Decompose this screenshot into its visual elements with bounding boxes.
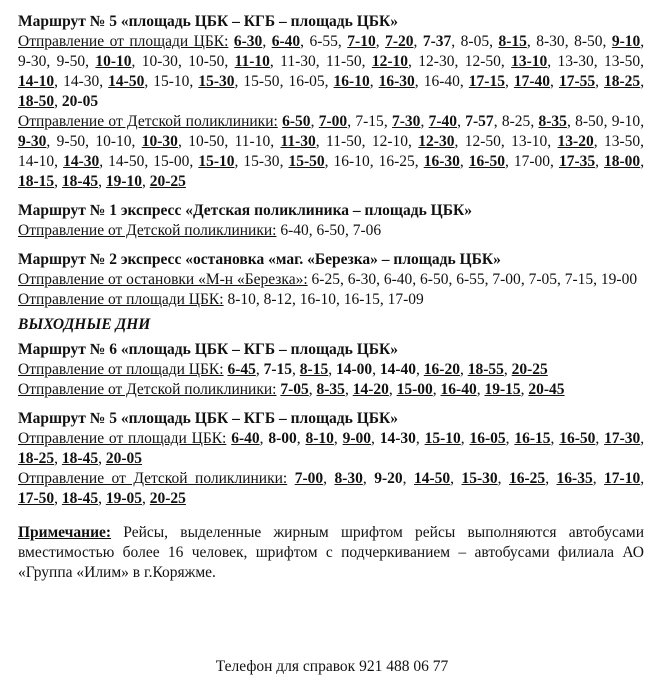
route-title: Маршрут № 2 экспресс «остановка «маг. «Березка» – площадь ЦБК»: [18, 251, 501, 268]
departure-time: 19-00: [600, 271, 638, 288]
departure-time: 7-05: [280, 381, 309, 398]
departure-schedule: Отправление от Детской поликлиники: 7-05, 8-35, 14-20, 15-00, 16-40, 19-15, 20-45: [18, 381, 565, 398]
departure-time: 18-25: [18, 450, 55, 467]
departure-time: 17-30: [604, 430, 641, 447]
departure-time: 14-20: [352, 381, 389, 398]
departure-schedule: Отправление от площади ЦБК: 8-10, 8-12, 16-10, 16-15, 17-09: [18, 291, 424, 308]
departure-time: 15-00: [153, 153, 190, 170]
departure-time: 20-25: [511, 361, 548, 378]
departure-time: 16-15: [343, 291, 380, 308]
departure-time: 9-20: [374, 470, 403, 487]
departure-time: 17-10: [604, 470, 641, 487]
departure-time: 6-25: [311, 271, 340, 288]
departure-label: Отправление от площади ЦБК:: [18, 33, 229, 50]
departure-time: 16-25: [378, 153, 415, 170]
departure-time: 8-15: [299, 361, 329, 378]
departure-time: 18-45: [61, 450, 99, 467]
departure-time: 7-00: [318, 113, 348, 130]
departure-time: 14-30: [63, 153, 100, 170]
departure-time: 13-50: [603, 133, 641, 150]
departure-time: 7-06: [352, 222, 382, 239]
departure-time: 7-05: [528, 271, 557, 288]
departure-time: 16-05: [469, 430, 506, 447]
departure-time: 8-10: [227, 291, 256, 308]
departure-time: 10-50: [188, 133, 225, 150]
departure-time: 14-10: [18, 73, 55, 90]
departure-time: 14-50: [108, 153, 145, 170]
departure-time: 7-15: [564, 271, 594, 288]
departure-time: 7-15: [263, 361, 293, 378]
route-block: [18, 250, 644, 310]
departure-time: 9-00: [342, 430, 371, 447]
departure-time: 16-10: [333, 73, 370, 90]
departure-time: 9-30: [18, 133, 47, 150]
departure-time: 6-30: [233, 33, 263, 50]
departure-time: 9-30: [18, 53, 47, 70]
departure-time: 12-10: [371, 133, 409, 150]
departure-time: 6-50: [282, 113, 311, 130]
departure-time: 16-30: [423, 153, 460, 170]
departure-time: 10-10: [95, 133, 132, 150]
departure-time: 20-25: [149, 490, 186, 507]
departure-time: 8-30: [536, 33, 565, 50]
departure-time: 7-10: [347, 33, 376, 50]
departure-time: 16-05: [288, 73, 325, 90]
departure-schedule: Отправление от остановки «М-н «Березка»: 6-25, 6-30, 6-40, 6-50, 6-55, 7-00, 7-05, 7-15, 19-00: [18, 271, 638, 288]
route-block: [18, 340, 644, 400]
departure-time: 8-30: [334, 470, 363, 487]
departure-time: 18-55: [467, 361, 504, 378]
route-block: [18, 201, 644, 241]
departure-time: 6-30: [347, 271, 377, 288]
departure-time: 9-50: [56, 53, 86, 70]
departure-time: 16-10: [333, 153, 370, 170]
departure-time: 8-35: [316, 381, 345, 398]
departure-time: 10-10: [95, 53, 132, 70]
departure-time: 15-10: [424, 430, 461, 447]
departure-time: 17-55: [558, 73, 596, 90]
departure-time: 19-05: [105, 490, 143, 507]
departure-time: 14-30: [379, 430, 416, 447]
departure-time: 8-00: [268, 430, 297, 447]
departure-time: 20-05: [61, 93, 99, 110]
departure-time: 13-10: [511, 133, 548, 150]
departure-time: 12-50: [464, 133, 501, 150]
departure-time: 14-40: [379, 361, 417, 378]
departure-time: 6-40: [271, 33, 301, 50]
departure-time: 20-45: [528, 381, 565, 398]
departure-schedule: Отправление от Детской поликлиники: 6-40, 6-50, 7-06: [18, 222, 382, 239]
departure-schedule: Отправление от Детской поликлиники: 6-50, 7-00, 7-15, 7-30, 7-40, 7-57, 8-25, 8-35, 8-50, 9-10, 9-30, 9-50, 10-10, 10-30, 10-50, 11-10, 11-30, 11-50, 12-10, 12-30, 12-50, 13-10, 13-20, 13-50, 14-10, 14-30, 14-50, 15-00, 15-10, 15-30, 15-50, 16-10, 16-25, 16-30, 16-50, 17-00, 17-35, 18-00, 18-15, 18-45, 19-10, 20-25: [18, 113, 645, 190]
departure-label: Отправление от Детской поликлиники:: [18, 381, 277, 398]
departure-time: 17-09: [387, 291, 424, 308]
departure-time: 8-35: [538, 113, 567, 130]
weekend-schedules: [18, 340, 644, 509]
departure-time: 7-37: [422, 33, 452, 50]
departure-time: 13-10: [511, 53, 548, 70]
route-block: [18, 409, 644, 509]
departure-schedule: Отправление от Детской поликлиники: 7-00, 8-30, 9-20, 14-50, 15-30, 16-25, 16-35, 17-10, 17-50, 18-45, 19-05, 20-25: [18, 470, 645, 507]
departure-time: 14-50: [413, 470, 451, 487]
departure-time: 10-50: [188, 53, 225, 70]
departure-time: 7-15: [355, 113, 384, 130]
departure-time: 8-15: [498, 33, 527, 50]
departure-time: 16-40: [440, 381, 477, 398]
departure-time: 6-55: [309, 33, 338, 50]
departure-time: 18-15: [18, 173, 55, 190]
help-phone: Телефон для справок 921 488 06 77: [215, 658, 449, 675]
departure-time: 13-50: [603, 53, 641, 70]
weekend-heading: ВЫХОДНЫЕ ДНИ: [18, 316, 151, 333]
departure-time: 13-30: [557, 53, 594, 70]
departure-time: 16-40: [423, 73, 460, 90]
departure-time: 7-30: [392, 113, 421, 130]
footnote-text: Рейсы, выделенные жирным шрифтом рейсы выполняются автобусами вместимостью более 16 человек, шрифтом с подчеркиванием – автобусами филиала АО «Группа «Илим» в г.Коряжме.: [18, 524, 644, 581]
route-title: Маршрут № 5 «площадь ЦБК – КГБ – площадь ЦБК»: [18, 13, 398, 30]
departure-time: 20-25: [149, 173, 186, 190]
departure-time: 19-15: [484, 381, 521, 398]
footnote: [18, 523, 644, 583]
departure-time: 17-00: [513, 153, 551, 170]
departure-schedule: Отправление от площади ЦБК: 6-45, 7-15, 8-15, 14-00, 14-40, 16-20, 18-55, 20-25: [18, 361, 548, 378]
departure-time: 18-00: [604, 153, 641, 170]
route-title: Маршрут № 5 «площадь ЦБК – КГБ – площадь ЦБК»: [18, 410, 398, 427]
departure-time: 15-30: [243, 153, 280, 170]
departure-time: 8-25: [501, 113, 531, 130]
departure-schedule: Отправление от площади ЦБК: 6-30, 6-40, 6-55, 7-10, 7-20, 7-37, 8-05, 8-15, 8-30, 8-50, 9-10, 9-30, 9-50, 10-10, 10-30, 10-50, 11-10, 11-30, 11-50, 12-10, 12-30, 12-50, 13-10, 13-30, 13-50, 14-10, 14-30, 14-50, 15-10, 15-30, 15-50, 16-05, 16-10, 16-30, 16-40, 17-15, 17-40, 17-55, 18-25, 18-50, 20-05: [18, 33, 645, 110]
departure-time: 18-45: [61, 173, 99, 190]
departure-time: 16-20: [423, 361, 460, 378]
departure-time: 11-30: [280, 53, 316, 70]
departure-time: 6-45: [227, 361, 256, 378]
departure-time: 18-45: [61, 490, 99, 507]
departure-time: 11-10: [234, 133, 271, 150]
departure-time: 6-55: [456, 271, 485, 288]
departure-time: 14-00: [335, 361, 373, 378]
departure-time: 8-50: [575, 113, 604, 130]
departure-label: Отправление от остановки «М-н «Березка»:: [18, 271, 308, 288]
departure-time: 7-00: [492, 271, 521, 288]
departure-time: 7-57: [465, 113, 494, 130]
departure-time: 6-50: [420, 271, 449, 288]
departure-label: Отправление от Детской поликлиники:: [18, 470, 288, 487]
departure-time: 11-50: [326, 133, 362, 150]
departure-time: 8-50: [574, 33, 603, 50]
departure-time: 17-15: [468, 73, 505, 90]
departure-time: 16-35: [556, 470, 593, 487]
departure-time: 8-12: [263, 291, 293, 308]
departure-time: 9-50: [56, 133, 86, 150]
departure-time: 12-30: [418, 53, 455, 70]
departure-time: 16-50: [468, 153, 505, 170]
departure-time: 15-00: [396, 381, 433, 398]
departure-time: 13-20: [557, 133, 594, 150]
departure-time: 9-10: [611, 113, 641, 130]
departure-label: Отправление от площади ЦБК:: [18, 291, 224, 308]
departure-time: 14-10: [18, 153, 55, 170]
departure-time: 16-30: [378, 73, 415, 90]
departure-time: 17-40: [513, 73, 551, 90]
departure-label: Отправление от площади ЦБК:: [18, 361, 224, 378]
departure-schedule: Отправление от площади ЦБК: 6-40, 8-00, 8-10, 9-00, 14-30, 15-10, 16-05, 16-15, 16-50, 17-30, 18-25, 18-45, 20-05: [18, 430, 645, 467]
departure-time: 8-05: [460, 33, 490, 50]
departure-time: 12-50: [464, 53, 501, 70]
route-block: [18, 12, 644, 192]
departure-time: 16-15: [514, 430, 551, 447]
departure-time: 9-10: [611, 33, 641, 50]
departure-time: 18-25: [604, 73, 641, 90]
departure-time: 17-50: [18, 490, 55, 507]
departure-time: 7-40: [428, 113, 458, 130]
departure-time: 11-50: [326, 53, 362, 70]
departure-time: 7-20: [385, 33, 414, 50]
departure-time: 17-35: [558, 153, 596, 170]
departure-time: 12-30: [418, 133, 455, 150]
departure-time: 15-10: [153, 73, 190, 90]
departure-time: 6-40: [383, 271, 413, 288]
departure-time: 16-10: [299, 291, 336, 308]
departure-time: 15-50: [288, 153, 325, 170]
departure-time: 12-10: [371, 53, 409, 70]
departure-time: 18-50: [18, 93, 55, 110]
departure-time: 14-50: [108, 73, 145, 90]
departure-time: 14-30: [63, 73, 100, 90]
departure-time: 8-10: [305, 430, 334, 447]
schedule-page: [18, 12, 644, 583]
route-title: Маршрут № 1 экспресс «Детская поликлиника – площадь ЦБК»: [18, 202, 472, 219]
departure-label: Отправление от Детской поликлиники:: [18, 222, 277, 239]
departure-time: 11-10: [234, 53, 270, 70]
departure-time: 16-50: [559, 430, 596, 447]
departure-time: 10-30: [141, 53, 178, 70]
route-title: Маршрут № 6 «площадь ЦБК – КГБ – площадь ЦБК»: [18, 341, 398, 358]
departure-time: 11-30: [280, 133, 316, 150]
departure-time: 7-00: [294, 470, 324, 487]
departure-time: 10-30: [141, 133, 178, 150]
departure-label: Отправление от Детской поликлиники:: [18, 113, 278, 130]
weekday-schedules: [18, 12, 644, 310]
departure-time: 15-50: [243, 73, 280, 90]
departure-label: Отправление от площади ЦБК:: [18, 430, 227, 447]
departure-time: 15-10: [198, 153, 235, 170]
departure-time: 6-50: [316, 222, 345, 239]
departure-time: 15-30: [198, 73, 235, 90]
departure-time: 16-25: [509, 470, 546, 487]
departure-time: 6-40: [231, 430, 260, 447]
footnote-label: Примечание:: [18, 524, 112, 541]
departure-time: 6-40: [280, 222, 309, 239]
departure-time: 15-30: [461, 470, 498, 487]
departure-time: 19-10: [105, 173, 143, 190]
departure-time: 20-05: [105, 450, 143, 467]
